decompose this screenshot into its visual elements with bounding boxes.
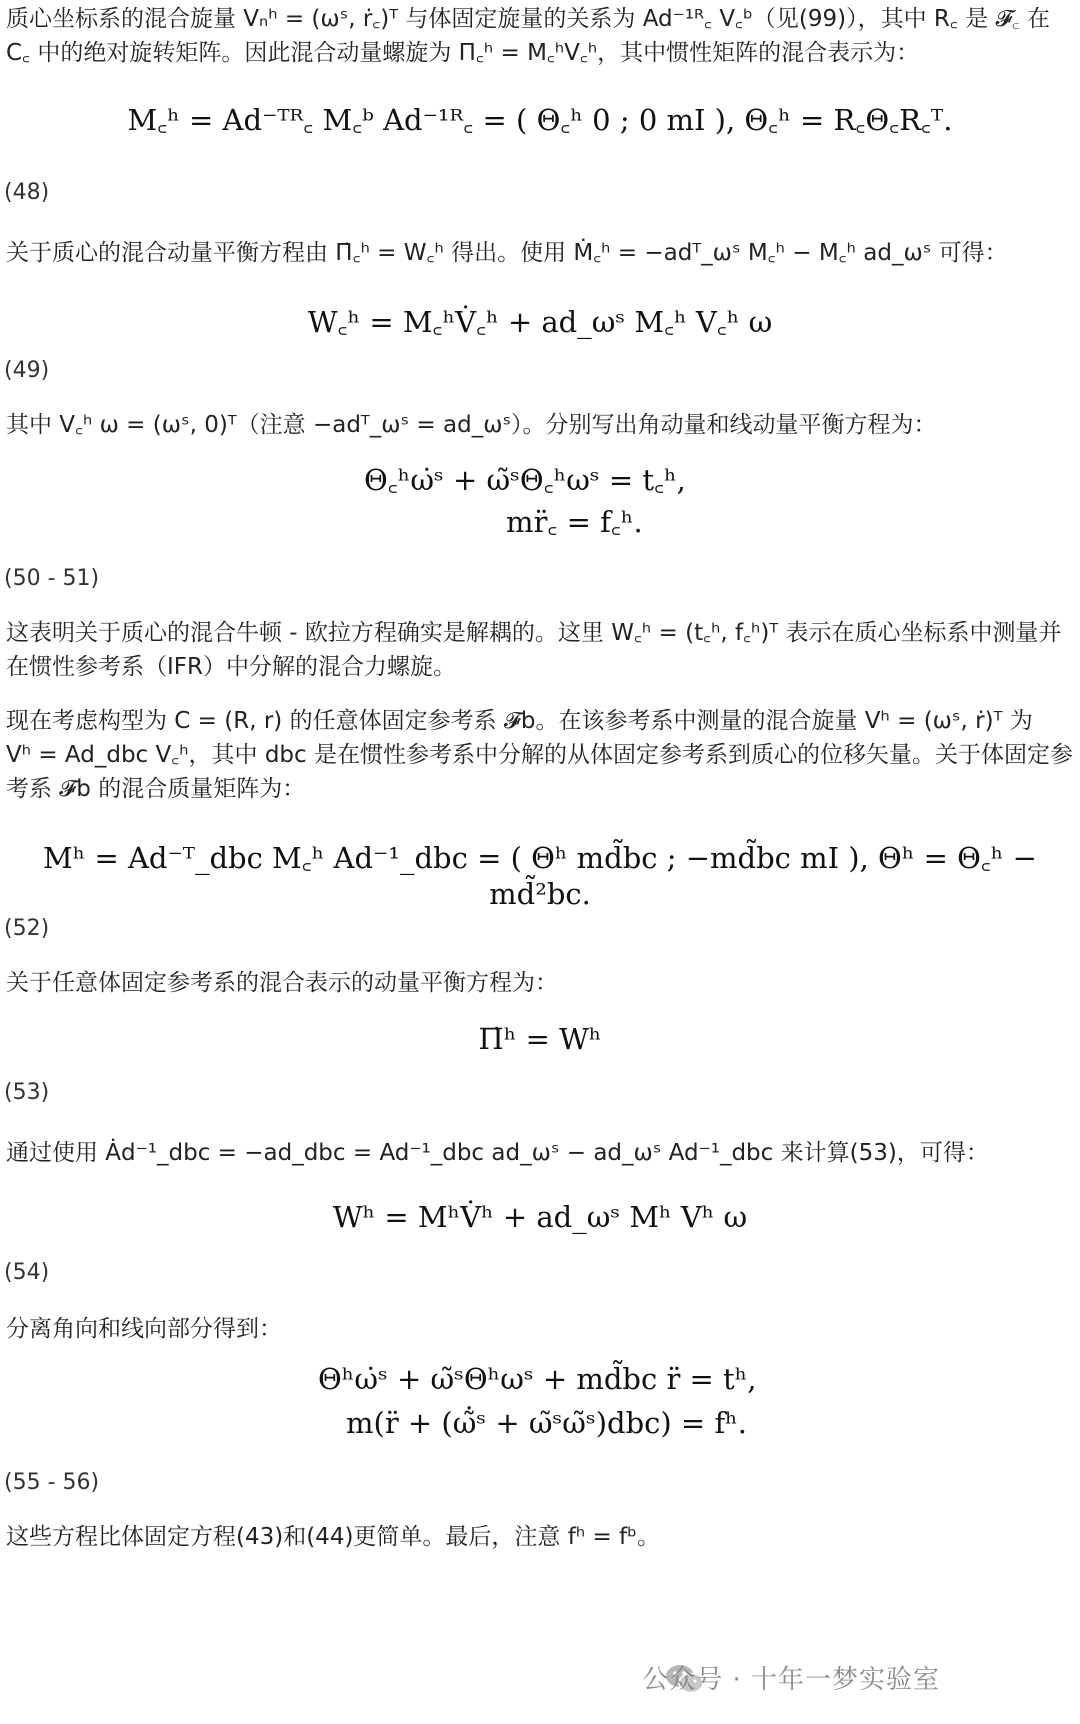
paragraph-arbitrary-balance	[0, 966, 1080, 1000]
paragraph-decoupled	[0, 616, 1080, 684]
text-line: Vʰ = Ad_dbc V꜀ʰ，其中 dbc 是在惯性参考系中分解的从体固定参考系到质心的位移矢量。关于体固定参	[6, 742, 1073, 768]
text-line: 质心坐标系的混合旋量 Vₙʰ = (ωˢ, ṙ꜀)ᵀ 与体固定旋量的关系为 Ad⁻¹ᴿ꜀ V꜀ᵇ（见(99)），其中 R꜀ 是 𝓕꜀ 在	[6, 6, 1051, 32]
text-line: 这表明关于质心的混合牛顿 - 欧拉方程确实是解耦的。这里 W꜀ʰ = (t꜀ʰ, f꜀ʰ)ᵀ 表示在质心坐标系中测量并	[6, 620, 1062, 646]
equation-48: M꜀ʰ = Ad⁻ᵀᴿ꜀ M꜀ᵇ Ad⁻¹ᴿ꜀ = ( Θ꜀ʰ 0 ; 0 mI ), Θ꜀ʰ = R꜀Θ꜀R꜀ᵀ.	[127, 103, 953, 137]
text-line: 在惯性参考系（IFR）中分解的混合力螺旋。	[6, 654, 456, 680]
paragraph-angular-linear	[0, 408, 1080, 442]
equation-50: Θ꜀ʰω̇ˢ + ω̃ˢΘ꜀ʰωˢ = t꜀ʰ,	[364, 463, 686, 497]
text-line: 其中 V꜀ʰ ω = (ωˢ, 0)ᵀ（注意 −adᵀ_ωˢ = ad_ωˢ）。分别写出角动量和线动量平衡方程为：	[6, 412, 937, 438]
equation-number: (48)	[4, 180, 50, 205]
paragraph-separate	[0, 1312, 1080, 1346]
equation-number: (52)	[4, 916, 50, 941]
equation-51: mr̈꜀ = f꜀ʰ.	[506, 505, 643, 539]
paragraph-momentum-balance	[0, 236, 1080, 270]
text-line: 这些方程比体固定方程(43)和(44)更简单。最后，注意 fʰ = fᵇ。	[6, 1524, 660, 1550]
text-line: 通过使用 Ȧd⁻¹_dbc = −ad_dbc = Ad⁻¹_dbc ad_ωˢ − ad_ωˢ Ad⁻¹_dbc 来计算(53)，可得：	[6, 1140, 989, 1166]
text-line: 现在考虑构型为 C = (R, r) 的任意体固定参考系 𝓕b。在该参考系中测量的混合旋量 Vʰ = (ωˢ, ṙ)ᵀ 为	[6, 708, 1033, 734]
watermark-text: 公众号 · 十年一梦实验室	[642, 1665, 940, 1695]
text-line: C꜀ 中的绝对旋转矩阵。因此混合动量螺旋为 Π꜀ʰ = M꜀ʰV꜀ʰ，其中惯性矩阵的混合表示为：	[6, 40, 920, 66]
equation-55: Θʰω̇ˢ + ω̃ˢΘʰωˢ + md̃bc r̈ = tʰ,	[318, 1362, 757, 1396]
equation-56: m(r̈ + (ω̃̇ˢ + ω̃ˢω̃ˢ)dbc) = fʰ.	[346, 1406, 747, 1440]
equation-53: Π̇ʰ = Wʰ	[478, 1022, 602, 1056]
text-line: 分离角向和线向部分得到：	[6, 1316, 282, 1342]
equation-54: Wʰ = MʰV̇ʰ + ad_ωˢ Mʰ Vʰ ω	[332, 1200, 748, 1234]
equation-number: (50 - 51)	[4, 566, 100, 591]
equation-number: (54)	[4, 1260, 50, 1285]
equation-52: Mʰ = Ad⁻ᵀ_dbc M꜀ʰ Ad⁻¹_dbc = ( Θʰ md̃bc ; −md̃bc mI ), Θʰ = Θ꜀ʰ − md̃²bc.	[43, 841, 1037, 911]
equation-49: W꜀ʰ = M꜀ʰV̇꜀ʰ + ad_ωˢ M꜀ʰ V꜀ʰ ω	[307, 305, 773, 339]
paragraph-mixed-twist	[0, 2, 1080, 70]
paragraph-compute	[0, 1136, 1080, 1170]
text-line: 关于质心的混合动量平衡方程由 Π̇꜀ʰ = W꜀ʰ 得出。使用 Ṁ꜀ʰ = −adᵀ_ωˢ M꜀ʰ − M꜀ʰ ad_ωˢ 可得：	[6, 240, 1008, 266]
paragraph-conclusion	[0, 1520, 1080, 1554]
text-line: 考系 𝓕b 的混合质量矩阵为：	[6, 776, 306, 802]
equation-number: (53)	[4, 1080, 50, 1105]
text-line: 关于任意体固定参考系的混合表示的动量平衡方程为：	[6, 970, 558, 996]
equation-number: (55 - 56)	[4, 1470, 100, 1495]
paragraph-arbitrary-frame	[0, 704, 1080, 806]
equation-number: (49)	[4, 358, 50, 383]
